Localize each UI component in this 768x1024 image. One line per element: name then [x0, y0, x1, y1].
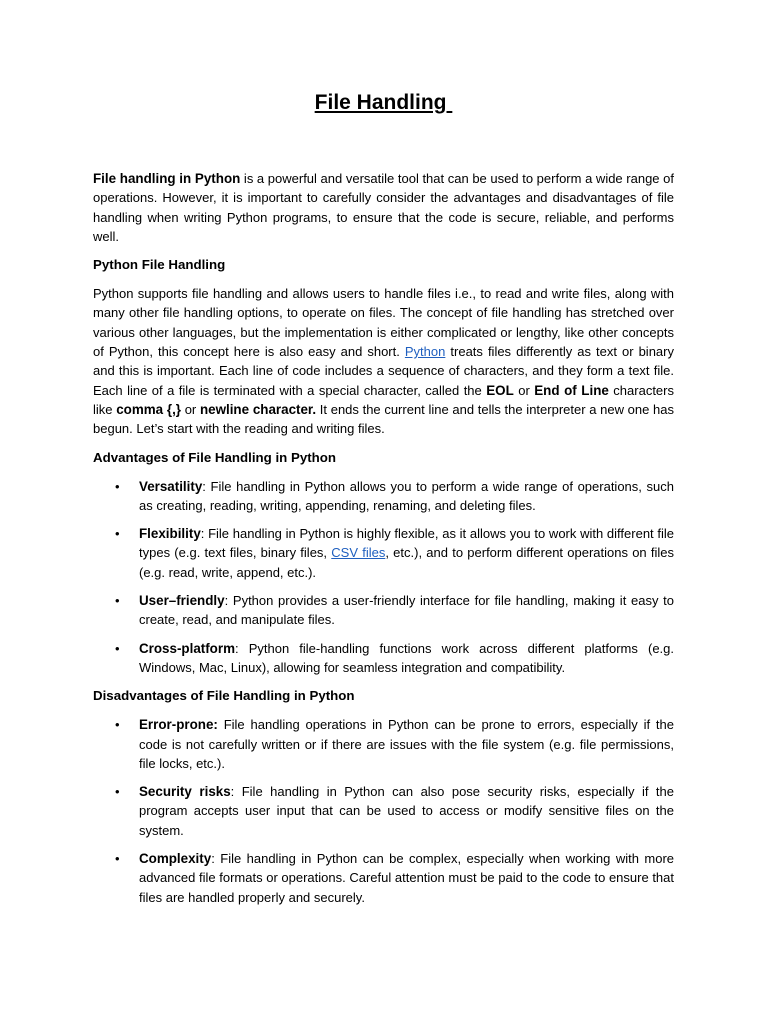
list-item: [93, 524, 674, 582]
disadvantage-text: : File handling in Python can be complex, especially when working with more advanced file formats or operations. Careful attention must be paid to the code to ensure that files are handled properly and securely.: [139, 851, 674, 905]
python-link[interactable]: Python: [404, 344, 446, 360]
advantage-text: , etc.), and to perform different operations on files (e.g. read, write, append, etc.).: [139, 545, 674, 580]
disadvantage-term: Complexity: [139, 851, 212, 867]
advantage-text: : File handling in Python allows you to perform a wide range of operations, such as creating, reading, writing, appending, renaming, and deleting files.: [139, 478, 674, 513]
advantages-list: [93, 477, 674, 678]
bullet-icon: •: [115, 593, 120, 609]
newline-term: newline character.: [199, 401, 317, 417]
advantage-text: : Python provides a user-friendly interface for file handling, making it easy to create, read, and manipulate files.: [139, 593, 674, 628]
or-text-2: or: [181, 401, 200, 417]
python-file-handling-heading: Python File Handling: [93, 257, 226, 273]
advantages-heading: Advantages of File Handling in Python: [93, 449, 337, 465]
intro-lead: File handling in Python: [93, 171, 241, 186]
python-file-handling-paragraph: [93, 284, 674, 438]
list-item: [93, 477, 674, 516]
disadvantages-heading: Disadvantages of File Handling in Python: [93, 688, 355, 704]
or-text-1: or: [513, 382, 535, 398]
csv-files-link[interactable]: CSV files: [331, 545, 386, 561]
bullet-icon: •: [115, 478, 120, 494]
disadvantage-term: Error-prone:: [139, 717, 218, 733]
section1-text-1: Python supports file handling and allows users to handle files i.e., to read and write files, along with many other file handling options, to operate on files. The concept of file handling has stretched over various other languages, but the implementation is either complicated or lengthy, like other concepts of Python, this concept here is also easy and short.: [93, 286, 674, 360]
list-item: [93, 591, 674, 630]
end-of-line-term: End of Line: [534, 382, 609, 398]
page-title: File Handling: [314, 91, 453, 114]
eol-term: EOL: [486, 382, 514, 398]
disadvantage-text: File handling operations in Python can be prone to errors, especially if the code is not carefully written or if there are issues with the file system (e.g. file permissions, file locks, etc.).: [139, 717, 674, 771]
list-item: [93, 715, 674, 773]
section1-text-3: characters like: [93, 382, 674, 417]
advantage-term: User–friendly: [139, 593, 225, 609]
section1-text-4: It ends the current line and tells the interpreter a new one has begun. Let’s start with the reading and writing files.: [93, 401, 674, 437]
intro-text: is a powerful and versatile tool that can be used to perform a wide range of operations. However, it is important to carefully consider the advantages and disadvantages of file handling when writing Python programs, to ensure that the code is secure, reliable, and performs well.: [93, 171, 674, 244]
intro-paragraph: [93, 169, 674, 246]
disadvantage-text: : File handling in Python can also pose security risks, especially if the program accepts user input that can be used to access or modify sensitive files on the system.: [139, 784, 675, 838]
advantage-term: Flexibility: [139, 526, 201, 542]
bullet-icon: •: [115, 851, 120, 867]
bullet-icon: •: [115, 717, 120, 733]
list-item: [93, 849, 674, 907]
advantage-term: Versatility: [139, 478, 203, 494]
advantage-text: : Python file-handling functions work across different platforms (e.g. Windows, Mac, Linux), allowing for seamless integration and compatibility.: [139, 640, 674, 675]
disadvantage-term: Security risks: [139, 784, 231, 800]
bullet-icon: •: [115, 526, 120, 542]
list-item: [93, 639, 674, 678]
advantage-term: Cross-platform: [139, 640, 235, 656]
advantage-text: : File handling in Python is highly flexible, as it allows you to work with different file types (e.g. text files, binary files,: [139, 526, 674, 561]
bullet-icon: •: [115, 784, 120, 800]
disadvantages-list: [93, 715, 674, 907]
list-item: [93, 782, 674, 840]
section1-text-2: treats files differently as text or binary and this is important. Each line of code includes a sequence of characters, and they form a text file. Each line of a file is terminated with a special character, called the: [93, 344, 674, 398]
comma-term: comma {,}: [116, 401, 182, 417]
bullet-icon: •: [115, 640, 120, 656]
